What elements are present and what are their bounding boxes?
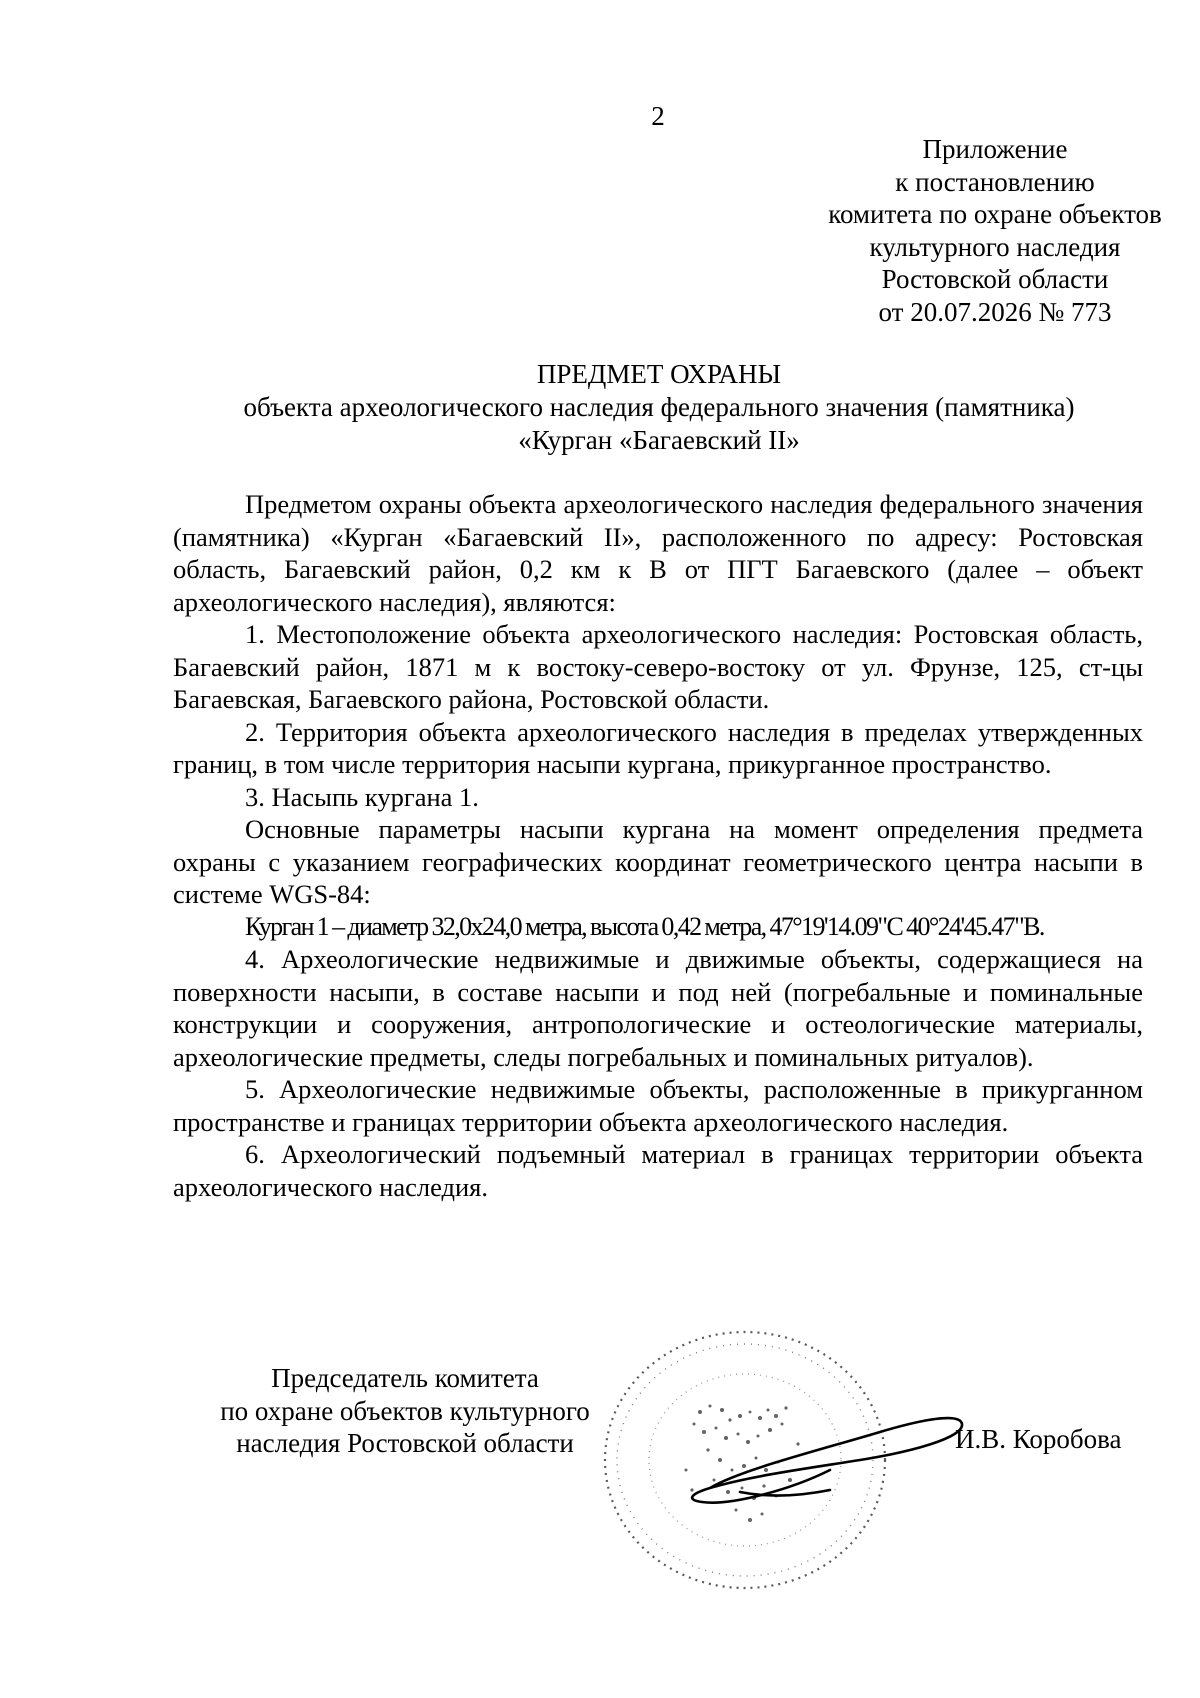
params-paragraph: Основные параметры насыпи кургана на момент определения предмета охраны с указанием географических координат геометрического центра насыпи в системе WGS-84: xyxy=(173,814,1143,909)
appendix-line: комитета по охране объектов xyxy=(828,199,1162,229)
item-3: 3. Насыпь кургана 1. xyxy=(245,781,479,812)
appendix-line: от 20.07.2026 № 773 xyxy=(878,296,1112,327)
item-4: 4. Археологические недвижимые и движимые объекты, содержащиеся на поверхности насыпи, в составе насыпи и под ней (погребальные и поминальные конструкции и сооружения, антропологические и остеологические материалы, археологические предметы, следы погребальных и поминальных ритуалов). xyxy=(173,944,1143,1072)
document-title xyxy=(100,358,1200,457)
title-object-name: «Курган «Багаевский II» xyxy=(518,425,800,455)
item-1: 1. Местоположение объекта археологического наследия: Ростовская область, Багаевский район, 1871 м к востоку-северо-востоку от ул. Фрунзе, 125, ст-цы Багаевская, Багаевского района, Ростовской области. xyxy=(173,619,1143,714)
signer-position xyxy=(180,1362,630,1460)
kurgan-parameters: Курган 1 – диаметр 32,0х24,0 метра, высота 0,42 метра, 47°19'14.09"С 40°24'45.47"В. xyxy=(245,911,1044,941)
signer-position-line: по охране объектов культурного xyxy=(220,1395,590,1426)
title-subtitle: объекта археологического наследия федерального значения (памятника) xyxy=(243,392,1075,422)
title-heading: ПРЕДМЕТ ОХРАНЫ xyxy=(536,359,782,389)
page-number: 2 xyxy=(651,101,665,131)
seal-stamp-icon xyxy=(590,1320,980,1590)
signer-position-line: наследия Ростовской области xyxy=(236,1428,574,1458)
item-6: 6. Археологический подъемный материал в границах территории объекта археологического наследия. xyxy=(173,1139,1143,1202)
signer-name: И.В. Коробова xyxy=(955,1424,1122,1454)
appendix-header xyxy=(740,133,1200,328)
document-body xyxy=(173,488,1143,1203)
item-5: 5. Археологические недвижимые объекты, расположенные в прикурганном пространстве и границах территории объекта археологического наследия. xyxy=(173,1074,1143,1137)
signature-block xyxy=(0,1300,1200,1600)
item-2: 2. Территория объекта археологического наследия в пределах утвержденных границ, в том числе территория насыпи кургана, прикурганное пространство. xyxy=(173,716,1143,779)
appendix-line: Приложение xyxy=(922,134,1068,164)
appendix-line: к постановлению xyxy=(895,166,1095,197)
appendix-line: культурного наследия xyxy=(869,231,1121,262)
handwritten-signature-icon xyxy=(692,1418,962,1503)
intro-paragraph: Предметом охраны объекта археологического наследия федерального значения (памятника) «Курган «Багаевский II», расположенного по адресу: Ростовская область, Багаевский район, 0,2 км к В от ПГТ Багаевского (далее – объект археологического наследия), являются: xyxy=(173,489,1143,617)
signer-position-line: Председатель комитета xyxy=(271,1363,539,1393)
appendix-line: Ростовской области xyxy=(881,264,1109,294)
